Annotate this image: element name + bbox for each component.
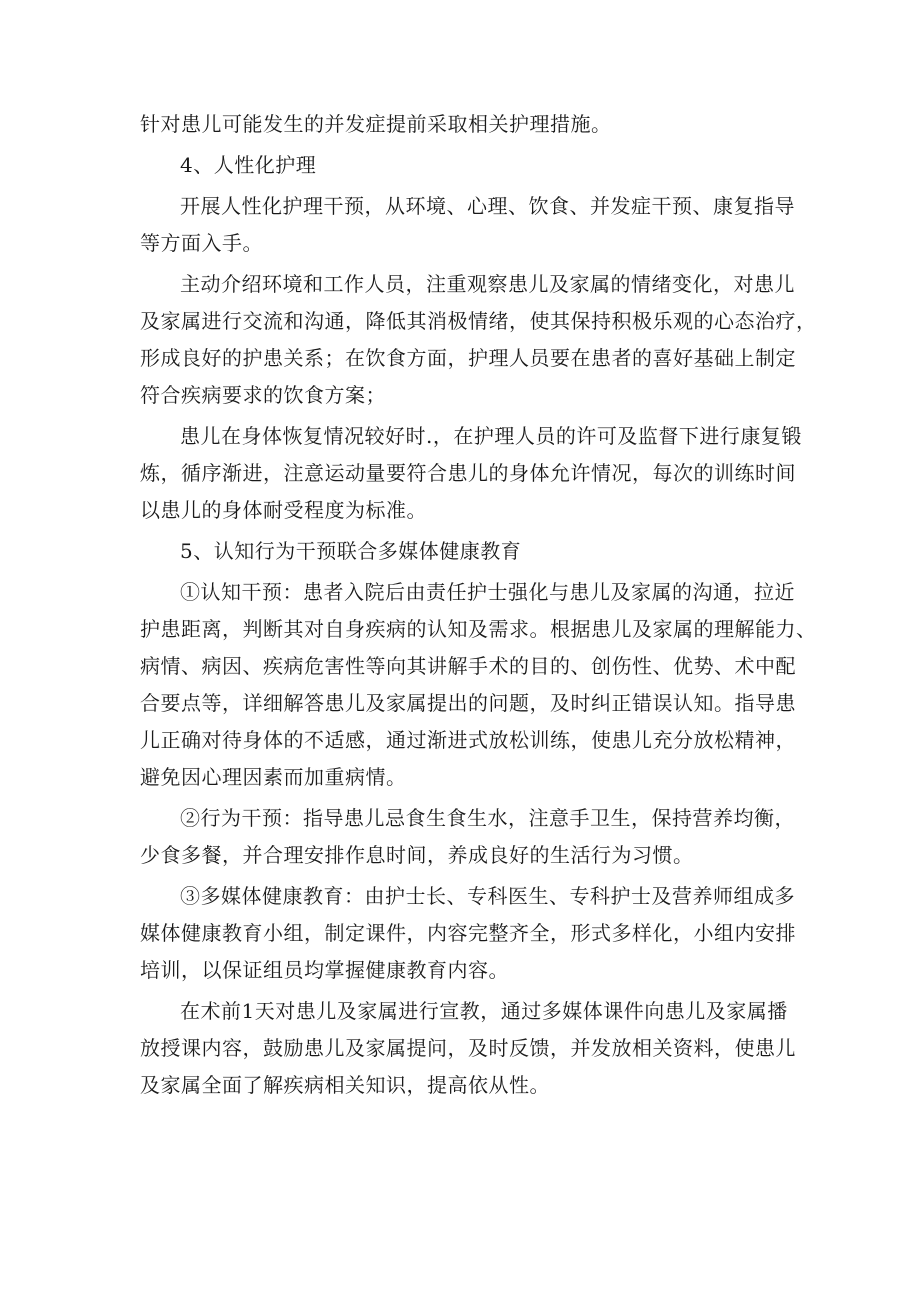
section-heading-4 (140, 147, 790, 184)
text-line: 符合疾病要求的饮食方案； (140, 383, 386, 407)
heading-line: 5、认知行为干预联合多媒体健康教育 (180, 539, 522, 563)
text-line: ③多媒体健康教育：由护士长、专科医生、专科护士及营养师组成多 (180, 884, 795, 908)
paragraph (140, 266, 817, 414)
paragraph (140, 574, 817, 796)
paragraph (140, 418, 802, 529)
text-line: 少食多餐，并合理安排作息时间，养成良好的生活行为习惯。 (140, 843, 694, 867)
text-line: 在术前1天对患儿及家属进行宣教，通过多媒体课件向患儿及家属播 (180, 999, 788, 1023)
text-line: ①认知干预：患者入院后由责任护士强化与患儿及家属的沟通，拉近 (180, 580, 795, 604)
text-line: 护患距离，判断其对自身疾病的认知及需求。根据患儿及家属的理解能力、 (140, 617, 817, 641)
text-line: 炼，循序渐进，注意运动量要符合患儿的身体允许情况，每次的训练时间 (140, 461, 796, 485)
paragraph (140, 878, 796, 989)
text-line: 以患儿的身体耐受程度为标准。 (140, 498, 427, 522)
paragraph (140, 800, 795, 874)
text-line: 病情、病因、疾病危害性等向其讲解手术的目的、创伤性、优势、术中配 (140, 654, 796, 678)
text-line: 等方面入手。 (140, 231, 263, 255)
text-line: 放授课内容，鼓励患儿及家属提问，及时反馈，并发放相关资料，使患儿 (140, 1036, 796, 1060)
text-line: 及家属进行交流和沟通，降低其消极情绪，使其保持积极乐观的心态治疗， (140, 309, 817, 333)
text-line: 避免因心理因素而加重病情。 (140, 765, 407, 789)
heading-line: 4、人性化护理 (180, 153, 317, 177)
paragraph (140, 106, 790, 143)
document-body (140, 106, 817, 1104)
text-line: 开展人性化护理干预，从环境、心理、饮食、并发症干预、康复指导 (180, 194, 795, 218)
text-line: 合要点等，详细解答患儿及家属提出的问题，及时纠正错误认知。指导患 (140, 691, 796, 715)
text-line: 主动介绍环境和工作人员，注重观察患儿及家属的情绪变化，对患儿 (180, 272, 795, 296)
text-line: 儿正确对待身体的不适感，通过渐进式放松训练，使患儿充分放松精神， (140, 728, 796, 752)
text-line: 及家属全面了解疾病相关知识，提高依从性。 (140, 1073, 550, 1097)
text-line: 媒体健康教育小组，制定课件，内容完整齐全，形式多样化，小组内安排 (140, 921, 796, 945)
text-line: 患儿在身体恢复情况较好时.，在护理人员的许可及监督下进行康复锻 (180, 424, 802, 448)
text-line: 培训，以保证组员均掌握健康教育内容。 (140, 958, 509, 982)
text-line: 针对患儿可能发生的并发症提前采取相关护理措施。 (140, 112, 612, 136)
text-line: ②行为干预：指导患儿忌食生食生水，注意手卫生，保持营养均衡， (180, 806, 795, 830)
section-heading-5 (140, 533, 790, 570)
text-line: 形成良好的护患关系；在饮食方面，护理人员要在患者的喜好基础上制定 (140, 346, 796, 370)
paragraph (140, 188, 795, 262)
paragraph (140, 993, 796, 1104)
